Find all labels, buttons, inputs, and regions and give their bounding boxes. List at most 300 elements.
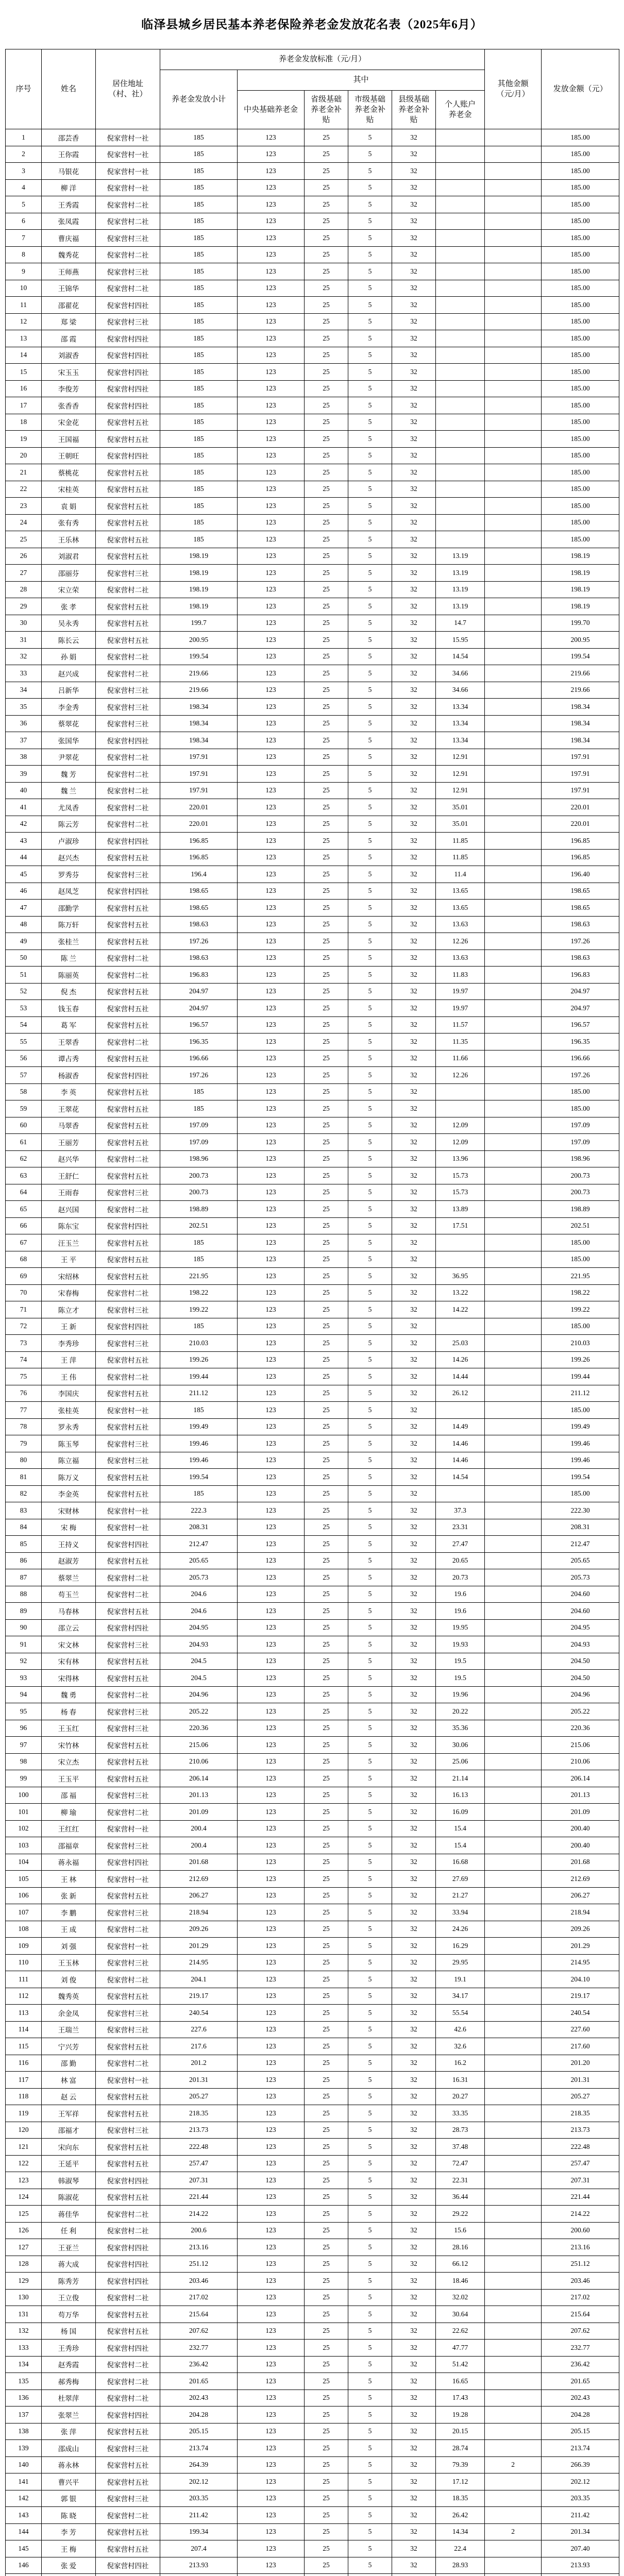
cell-other-amount [485, 1653, 542, 1670]
cell-central: 123 [238, 2323, 305, 2340]
cell-county: 32 [392, 581, 436, 598]
cell-personal-account: 15.73 [436, 1184, 485, 1201]
cell-other-amount [485, 2021, 542, 2038]
cell-subtotal: 211.12 [160, 1385, 238, 1402]
cell-provincial: 25 [305, 900, 348, 917]
cell-central: 123 [238, 699, 305, 716]
table-row [6, 1418, 619, 1435]
cell-address: 倪家营村五社 [96, 1234, 160, 1251]
table-row [6, 297, 619, 314]
cell-name: 张香香 [42, 397, 96, 414]
table-row [6, 380, 619, 397]
cell-provincial: 25 [305, 2273, 348, 2290]
cell-county: 32 [392, 514, 436, 531]
cell-provincial: 25 [305, 2189, 348, 2206]
cell-city: 5 [348, 1050, 392, 1067]
cell-subtotal: 185 [160, 1402, 238, 1419]
cell-index: 123 [6, 2172, 42, 2189]
cell-county: 32 [392, 2072, 436, 2089]
table-row [6, 732, 619, 749]
cell-other-amount [485, 1184, 542, 1201]
cell-name: 杨淑香 [42, 1067, 96, 1084]
cell-central: 123 [238, 1971, 305, 1988]
cell-city: 5 [348, 2055, 392, 2072]
cell-county: 32 [392, 1050, 436, 1067]
cell-city: 5 [348, 2088, 392, 2105]
cell-address: 倪家营村三社 [96, 1335, 160, 1352]
cell-address: 倪家营村五社 [96, 1385, 160, 1402]
cell-other-amount [485, 2055, 542, 2072]
cell-provincial: 25 [305, 313, 348, 330]
cell-provincial: 25 [305, 1787, 348, 1804]
cell-subtotal: 198.19 [160, 565, 238, 582]
cell-central: 123 [238, 1519, 305, 1536]
cell-city: 5 [348, 732, 392, 749]
cell-personal-account: 14.49 [436, 1418, 485, 1435]
cell-provincial: 25 [305, 498, 348, 515]
cell-provincial: 25 [305, 1217, 348, 1234]
cell-other-amount [485, 1887, 542, 1904]
cell-city: 5 [348, 1368, 392, 1385]
header-index: 序号 [6, 49, 42, 129]
cell-other-amount [485, 1033, 542, 1050]
cell-name: 尤凤香 [42, 799, 96, 816]
cell-personal-account: 37.48 [436, 2139, 485, 2156]
cell-provincial: 25 [305, 1184, 348, 1201]
cell-name: 马银花 [42, 163, 96, 180]
cell-county: 32 [392, 933, 436, 950]
cell-other-amount [485, 2206, 542, 2223]
cell-central: 123 [238, 1536, 305, 1553]
cell-payment-amount: 236.42 [542, 2356, 619, 2373]
cell-county: 32 [392, 481, 436, 498]
table-row [6, 682, 619, 699]
cell-subtotal: 232.77 [160, 2340, 238, 2357]
cell-other-amount [485, 1150, 542, 1167]
cell-personal-account: 13.34 [436, 715, 485, 732]
table-row [6, 2239, 619, 2256]
cell-payment-amount: 200.40 [542, 1837, 619, 1854]
cell-other-amount [485, 330, 542, 347]
cell-other-amount [485, 1368, 542, 1385]
cell-central: 123 [238, 2440, 305, 2457]
cell-name: 王丽芳 [42, 1134, 96, 1151]
cell-other-amount [485, 1686, 542, 1703]
cell-city: 5 [348, 1770, 392, 1787]
cell-city: 5 [348, 866, 392, 883]
cell-city: 5 [348, 2440, 392, 2457]
cell-provincial: 25 [305, 2239, 348, 2256]
cell-other-amount [485, 1737, 542, 1754]
cell-provincial: 25 [305, 615, 348, 632]
cell-payment-amount: 207.62 [542, 2323, 619, 2340]
cell-city: 5 [348, 481, 392, 498]
cell-city: 5 [348, 1418, 392, 1435]
cell-other-amount [485, 749, 542, 766]
cell-city: 5 [348, 464, 392, 481]
cell-name: 邵福才 [42, 2122, 96, 2139]
cell-name: 宋立杰 [42, 1753, 96, 1770]
cell-central: 123 [238, 1569, 305, 1586]
cell-county: 32 [392, 1251, 436, 1268]
cell-city: 5 [348, 1569, 392, 1586]
cell-other-amount [485, 1418, 542, 1435]
cell-subtotal: 264.39 [160, 2456, 238, 2473]
cell-city: 5 [348, 1217, 392, 1234]
cell-payment-amount: 221.95 [542, 1268, 619, 1285]
cell-address: 倪家营村五社 [96, 2473, 160, 2490]
cell-address: 倪家营村三社 [96, 1954, 160, 1971]
cell-personal-account: 66.12 [436, 2256, 485, 2273]
cell-name: 王 伟 [42, 1368, 96, 1385]
table-row [6, 2038, 619, 2055]
cell-provincial: 25 [305, 297, 348, 314]
cell-subtotal: 185 [160, 380, 238, 397]
cell-city: 5 [348, 2456, 392, 2473]
cell-subtotal: 221.44 [160, 2189, 238, 2206]
cell-subtotal: 185 [160, 213, 238, 230]
cell-provincial: 25 [305, 2105, 348, 2122]
cell-subtotal: 185 [160, 313, 238, 330]
cell-central: 123 [238, 916, 305, 933]
cell-county: 32 [392, 950, 436, 967]
cell-county: 32 [392, 1217, 436, 1234]
cell-index: 136 [6, 2389, 42, 2406]
cell-address: 倪家营村四社 [96, 2239, 160, 2256]
cell-index: 22 [6, 481, 42, 498]
cell-central: 123 [238, 2356, 305, 2373]
cell-payment-amount: 199.46 [542, 1435, 619, 1452]
header-pension-standard: 养老金发放标准（元/月） [160, 49, 485, 70]
cell-subtotal: 185 [160, 414, 238, 431]
cell-payment-amount: 196.66 [542, 1050, 619, 1067]
cell-index [6, 2574, 42, 2576]
cell-personal-account [436, 514, 485, 531]
cell-other-amount [485, 2105, 542, 2122]
cell-personal-account: 20.73 [436, 1569, 485, 1586]
cell-payment-amount: 205.65 [542, 1552, 619, 1569]
cell-address: 倪家营村五社 [96, 514, 160, 531]
table-row [6, 2456, 619, 2473]
cell-central: 123 [238, 1452, 305, 1469]
cell-county: 32 [392, 1586, 436, 1603]
cell-county: 32 [392, 816, 436, 833]
cell-address: 倪家营村四社 [96, 330, 160, 347]
cell-name: 柳 洋 [42, 179, 96, 196]
cell-provincial: 25 [305, 1854, 348, 1871]
cell-index: 39 [6, 766, 42, 783]
cell-central: 123 [238, 565, 305, 582]
cell-personal-account [436, 364, 485, 381]
header-address: 居住地址（村、社） [96, 49, 160, 129]
table-row [6, 1184, 619, 1201]
cell-other-amount [485, 1720, 542, 1737]
cell-other-amount [485, 246, 542, 263]
cell-provincial: 25 [305, 1921, 348, 1938]
cell-subtotal: 197.91 [160, 749, 238, 766]
cell-index: 55 [6, 1033, 42, 1050]
cell-central: 123 [238, 1201, 305, 1218]
cell-payment-amount: 201.09 [542, 1804, 619, 1821]
table-row [6, 1469, 619, 1486]
cell-personal-account [436, 230, 485, 247]
cell-other-amount [485, 565, 542, 582]
cell-city: 5 [348, 699, 392, 716]
cell-name: 王翠花 [42, 1100, 96, 1117]
cell-index: 75 [6, 1368, 42, 1385]
cell-personal-account: 14.7 [436, 615, 485, 632]
cell-subtotal: 201.29 [160, 1938, 238, 1955]
cell-name: 王 萍 [42, 1351, 96, 1368]
cell-address: 倪家营村三社 [96, 2122, 160, 2139]
cell-provincial: 25 [305, 2122, 348, 2139]
cell-name: 宋得林 [42, 1670, 96, 1687]
cell-name: 陈淑花 [42, 2189, 96, 2206]
table-row [6, 2139, 619, 2156]
cell-city: 5 [348, 1268, 392, 1285]
cell-central: 123 [238, 1402, 305, 1419]
cell-personal-account: 26.42 [436, 2507, 485, 2524]
cell-address: 倪家营村一社 [96, 1871, 160, 1888]
table-row [6, 1569, 619, 1586]
cell-personal-account: 34.17 [436, 1988, 485, 2005]
table-row [6, 1083, 619, 1100]
cell-central: 123 [238, 1016, 305, 1033]
table-row [6, 1452, 619, 1469]
cell-index: 27 [6, 565, 42, 582]
cell-payment-amount: 185.00 [542, 280, 619, 297]
cell-index: 14 [6, 347, 42, 364]
cell-name: 魏秀英 [42, 1988, 96, 2005]
cell-index: 35 [6, 699, 42, 716]
cell-personal-account: 14.26 [436, 1351, 485, 1368]
cell-central: 123 [238, 1150, 305, 1167]
cell-provincial: 25 [305, 1954, 348, 1971]
cell-name: 王玉林 [42, 1954, 96, 1971]
table-row [6, 1134, 619, 1151]
cell-central: 123 [238, 179, 305, 196]
cell-payment-amount: 198.19 [542, 565, 619, 582]
cell-county: 32 [392, 196, 436, 213]
cell-name: 郭 银 [42, 2490, 96, 2507]
cell-subtotal: 204.93 [160, 1636, 238, 1653]
cell-county: 32 [392, 2055, 436, 2072]
cell-city: 5 [348, 2306, 392, 2323]
cell-county: 32 [392, 1670, 436, 1687]
cell-name: 李国庆 [42, 1385, 96, 1402]
cell-personal-account: 22.31 [436, 2172, 485, 2189]
cell-central: 123 [238, 196, 305, 213]
cell-personal-account: 28.74 [436, 2440, 485, 2457]
cell-provincial: 25 [305, 1703, 348, 1720]
cell-payment-amount: 198.22 [542, 1284, 619, 1301]
cell-index: 46 [6, 883, 42, 900]
cell-personal-account: 13.19 [436, 598, 485, 615]
cell-payment-amount: 185.00 [542, 213, 619, 230]
table-row [6, 1552, 619, 1569]
table-row [6, 1804, 619, 1821]
cell-central: 123 [238, 2105, 305, 2122]
cell-city: 5 [348, 2356, 392, 2373]
cell-other-amount [485, 1603, 542, 1620]
cell-city: 5 [348, 514, 392, 531]
cell-city: 5 [348, 2021, 392, 2038]
cell-city: 5 [348, 1619, 392, 1636]
cell-provincial: 25 [305, 699, 348, 716]
cell-payment-amount: 222.30 [542, 1502, 619, 1519]
cell-payment-amount: 209.26 [542, 1921, 619, 1938]
cell-name: 王国福 [42, 431, 96, 448]
cell-other-amount [485, 548, 542, 565]
cell-other-amount [485, 230, 542, 247]
cell-payment-amount: 204.50 [542, 1653, 619, 1670]
cell-payment-amount: 196.83 [542, 967, 619, 984]
table-row [6, 431, 619, 448]
cell-county: 32 [392, 715, 436, 732]
cell-name: 邵芸香 [42, 129, 96, 146]
cell-personal-account [436, 163, 485, 180]
cell-payment-amount: 185.00 [542, 464, 619, 481]
cell-name: 陈秀芳 [42, 2273, 96, 2290]
cell-payment-amount: 205.73 [542, 1569, 619, 1586]
cell-address: 倪家营村三社 [96, 699, 160, 716]
cell-subtotal: 198.34 [160, 715, 238, 732]
cell-county: 32 [392, 1536, 436, 1553]
table-row [6, 816, 619, 833]
table-row [6, 2373, 619, 2390]
cell-address: 倪家营村二社 [96, 213, 160, 230]
cell-subtotal: 204.95 [160, 1619, 238, 1636]
cell-central: 123 [238, 2139, 305, 2156]
cell-name: 柳 瑜 [42, 1804, 96, 1821]
cell-address: 倪家营村四社 [96, 1619, 160, 1636]
cell-address: 倪家营村二社 [96, 1804, 160, 1821]
cell-other-amount [485, 1703, 542, 1720]
cell-name: 李金秀 [42, 699, 96, 716]
cell-provincial: 25 [305, 1150, 348, 1167]
cell-personal-account: 19.5 [436, 1670, 485, 1687]
cell-name: 宋 梅 [42, 1519, 96, 1536]
table-row [6, 2289, 619, 2306]
cell-name: 卢淑珍 [42, 833, 96, 850]
cell-other-amount [485, 682, 542, 699]
cell-payment-amount: 185.00 [542, 1234, 619, 1251]
cell-county: 32 [392, 1921, 436, 1938]
cell-name: 魏秀花 [42, 246, 96, 263]
cell-provincial: 25 [305, 766, 348, 783]
cell-central: 123 [238, 1000, 305, 1017]
cell-index: 129 [6, 2273, 42, 2290]
cell-subtotal: 185 [160, 129, 238, 146]
cell-county: 32 [392, 1435, 436, 1452]
cell-subtotal: 257.47 [160, 2155, 238, 2172]
cell-city: 5 [348, 833, 392, 850]
cell-central: 123 [238, 2306, 305, 2323]
cell-address: 倪家营村三社 [96, 1837, 160, 1854]
cell-city: 5 [348, 1435, 392, 1452]
cell-subtotal: 208.31 [160, 1519, 238, 1536]
cell-other-amount [485, 1067, 542, 1084]
table-row [6, 2306, 619, 2323]
cell-city: 5 [348, 1787, 392, 1804]
cell-other-amount [485, 1351, 542, 1368]
cell-provincial: 25 [305, 2523, 348, 2540]
cell-subtotal: 200.95 [160, 632, 238, 649]
cell-subtotal: 198.22 [160, 1284, 238, 1301]
cell-address: 倪家营村四社 [96, 397, 160, 414]
cell-personal-account: 17.51 [436, 1217, 485, 1234]
cell-name: 邵 勤 [42, 2055, 96, 2072]
cell-central: 123 [238, 1670, 305, 1687]
cell-name: 王 梅 [42, 2540, 96, 2557]
cell-address: 倪家营村二社 [96, 665, 160, 682]
cell-central: 123 [238, 1167, 305, 1184]
cell-central: 123 [238, 632, 305, 649]
cell-address: 倪家营村一社 [96, 1519, 160, 1536]
table-row [6, 1251, 619, 1268]
cell-name: 王玉红 [42, 1720, 96, 1737]
cell-central: 123 [238, 782, 305, 799]
cell-name: 杜翠萍 [42, 2389, 96, 2406]
cell-other-amount [485, 2473, 542, 2490]
cell-subtotal: 227.6 [160, 2021, 238, 2038]
table-row [6, 849, 619, 866]
cell-name: 王军祥 [42, 2105, 96, 2122]
table-row [6, 213, 619, 230]
cell-central: 123 [238, 2473, 305, 2490]
cell-city: 5 [348, 2423, 392, 2440]
cell-provincial: 25 [305, 1284, 348, 1301]
cell-city: 5 [348, 1402, 392, 1419]
cell-subtotal: 185 [160, 531, 238, 548]
cell-name: 宋财林 [42, 1502, 96, 1519]
cell-personal-account: 19.95 [436, 1619, 485, 1636]
cell-county: 32 [392, 1067, 436, 1084]
cell-name: 曹兴平 [42, 2473, 96, 2490]
cell-address: 倪家营村二社 [96, 967, 160, 984]
cell-personal-account: 13.19 [436, 565, 485, 582]
cell-city: 5 [348, 648, 392, 665]
cell-personal-account: 19.28 [436, 2406, 485, 2424]
cell-personal-account: 79.39 [436, 2456, 485, 2473]
cell-index: 144 [6, 2523, 42, 2540]
cell-city: 5 [348, 447, 392, 464]
cell-name: 刘 强 [42, 1938, 96, 1955]
cell-index: 121 [6, 2139, 42, 2156]
cell-payment-amount: 204.60 [542, 1603, 619, 1620]
cell-personal-account: 47.77 [436, 2340, 485, 2357]
table-row [6, 665, 619, 682]
table-row [6, 464, 619, 481]
cell-name: 陈东宝 [42, 1217, 96, 1234]
cell-index: 69 [6, 1268, 42, 1285]
cell-county: 32 [392, 2340, 436, 2357]
cell-index: 15 [6, 364, 42, 381]
cell-county: 32 [392, 2389, 436, 2406]
cell-payment-amount: 220.01 [542, 816, 619, 833]
cell-subtotal: 198.89 [160, 1201, 238, 1218]
table-row [6, 1770, 619, 1787]
cell-central: 123 [238, 682, 305, 699]
cell-name: 陈丽英 [42, 967, 96, 984]
table-row [6, 983, 619, 1000]
table-row [6, 2340, 619, 2357]
cell-address: 倪家营村四社 [96, 883, 160, 900]
cell-subtotal: 215.06 [160, 1737, 238, 1754]
cell-subtotal: 185 [160, 263, 238, 280]
cell-subtotal: 213.16 [160, 2239, 238, 2256]
cell-address: 倪家营村五社 [96, 1100, 160, 1117]
